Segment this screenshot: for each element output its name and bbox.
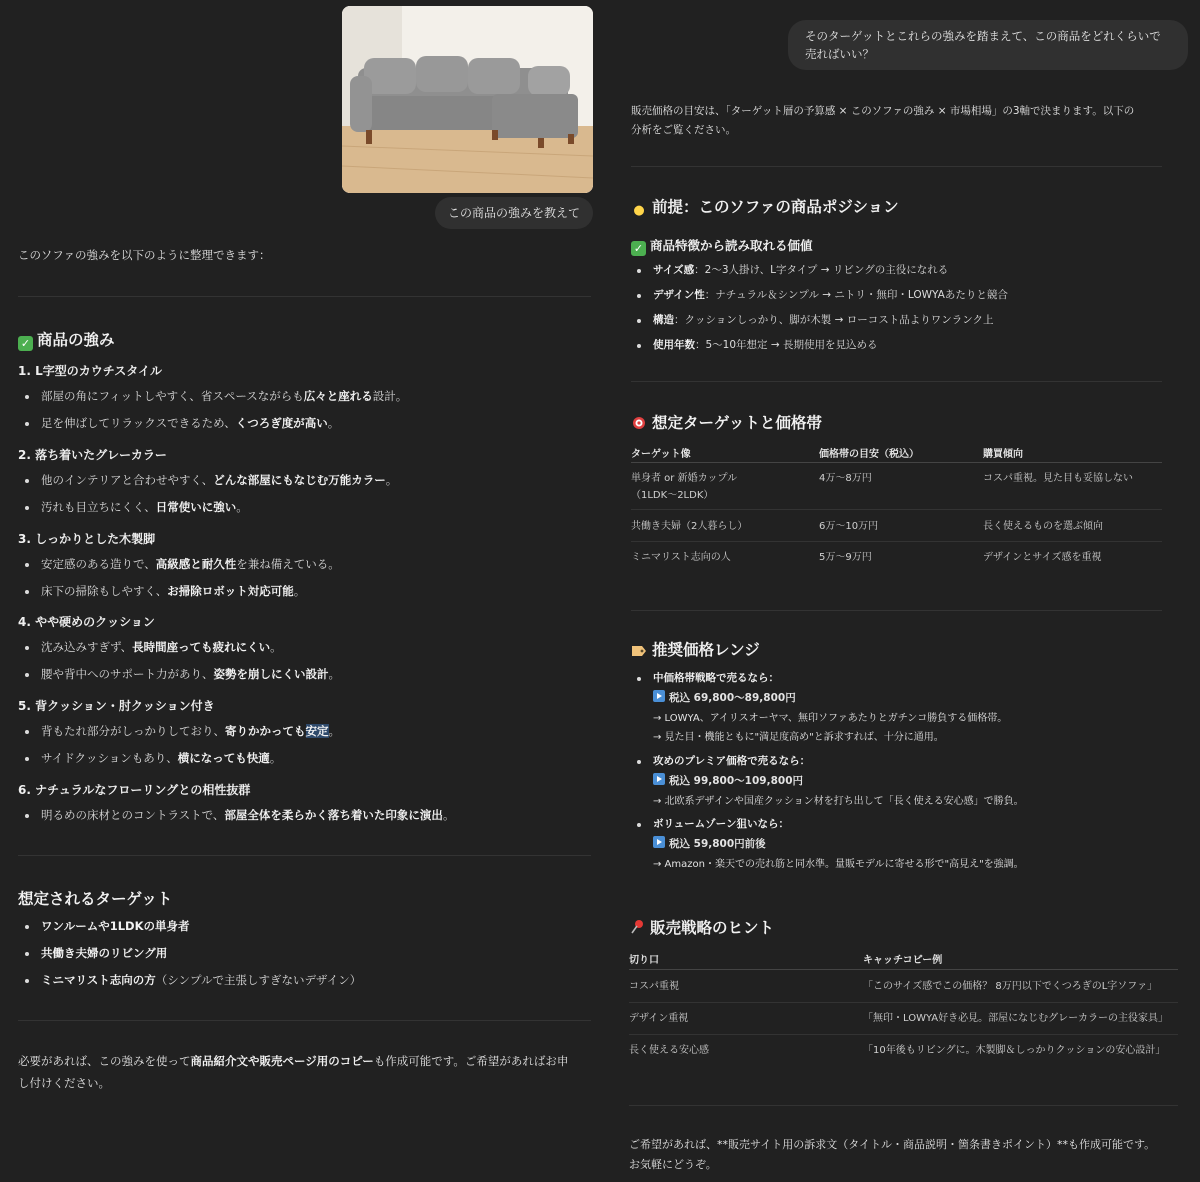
bullet-bold-text: 広々と座れる (303, 389, 373, 403)
bullet-bold-text: 長時間座っても疲れにくい (132, 640, 271, 654)
table-cell: ミニマリスト志向の人 (631, 552, 731, 563)
play-button-icon (653, 773, 665, 785)
table-header: 購買傾向 (983, 449, 1023, 460)
dart-target-icon (631, 416, 647, 432)
bullet-text: 足を伸ばしてリラックスできるため、 (41, 416, 236, 430)
pushpin-icon (629, 919, 645, 935)
value-label: デザイン性 (653, 289, 705, 301)
table-divider (631, 462, 1162, 463)
strength-title: 6. ナチュラルなフローリングとの相性抜群 (18, 783, 251, 797)
price-value (653, 836, 766, 851)
bullet-text: 他のインテリアと合わせやすく、 (41, 473, 214, 487)
bullet-text: 。 (236, 500, 248, 514)
price-strategy-label: 攻めのプレミア価格で売るなら： (653, 755, 811, 767)
strength-title: 4. やや硬めのクッション (18, 615, 155, 629)
play-button-icon (653, 836, 665, 848)
user-message-text: この商品の強みを教えて (447, 206, 580, 220)
table-cell: 「このサイズ感でこの価格？ 8万円以下でくつろぎのL字ソファ」 (863, 981, 1158, 992)
bullet-text: 。 (293, 584, 306, 598)
premise-heading: ● 前提：このソファの商品ポジション (631, 195, 899, 219)
bullet-bold-text: お掃除ロボット対応可能 (167, 584, 294, 598)
table-divider (631, 509, 1162, 510)
table-divider (631, 541, 1162, 542)
table-cell: 5万〜9万円 (819, 552, 872, 563)
table-cell: コスパ重視。見た目も妥協しない (983, 473, 1133, 484)
user-message-line-1: そのターゲットとこれらの強みを踏まえて、この商品をどれくらいで (805, 29, 1161, 43)
bullet-text: 部屋の角にフィットしやすく、省スペースながらも (41, 389, 304, 403)
table-header: ターゲット像 (631, 449, 691, 460)
lightbulb-icon: ● (633, 203, 645, 218)
strength-title: 1. L字型のカウチスタイル (18, 364, 163, 378)
bullet-bold-text: どんな部屋にもなじむ万能カラー (213, 473, 386, 487)
user-message-line-2: 売ればいい？ (805, 47, 874, 61)
table-cell: デザイン重視 (629, 1013, 689, 1024)
bullet-text: 腰や背中へのサポート力があり、 (41, 667, 214, 681)
play-button-icon (653, 690, 665, 702)
strength-bullet (41, 723, 340, 739)
target-item (41, 945, 167, 961)
bullet-bold-text: 姿勢を崩しにくい設計 (213, 667, 329, 681)
value-item (653, 312, 994, 327)
bullet-text: サイドクッションもあり、 (41, 751, 178, 765)
strength-bullet (41, 472, 397, 488)
bullet-text: 。 (327, 416, 340, 430)
price-note: → 北欧系デザインや国産クッション材を打ち出して「長く使える安心感」で勝負。 (653, 796, 1024, 807)
user-message-bubble (435, 197, 593, 229)
strength-bullet (41, 807, 454, 823)
closing-line-2: お気軽にどうぞ。 (629, 1158, 717, 1171)
price-text: 税込 99,800〜109,800円 (669, 775, 803, 787)
bullet-text: 。 (328, 667, 340, 681)
strength-title: 3. しっかりとした木製脚 (18, 532, 156, 546)
bullet-bold-text: 共働き夫婦のリビング用 (41, 946, 168, 960)
price-text: 税込 59,800円前後 (669, 838, 766, 850)
strength-title: 2. 落ち着いたグレーカラー (18, 448, 167, 462)
bullet-text: を兼ね備えている。 (236, 557, 340, 571)
bullet-text: 。 (270, 640, 282, 654)
table-divider (629, 969, 1178, 970)
assistant-intro: このソファの強みを以下のように整理できます： (18, 248, 271, 262)
bullet-text: 。 (269, 751, 282, 765)
value-item (653, 262, 948, 277)
table-cell: 「無印・LOWYA好き必見。部屋になじむグレーカラーの主役家具」 (863, 1013, 1168, 1024)
bullet-text: 床下の掃除もしやすく、 (41, 584, 168, 598)
price-tag-icon (631, 645, 647, 661)
price-strategy-title (653, 753, 810, 768)
closing-line-2: し付けください。 (18, 1076, 110, 1090)
bullet-text: 。 (385, 473, 398, 487)
table-cell: 長く使える安心感 (629, 1045, 709, 1056)
bullet-bold-text: 横になっても快適 (177, 751, 270, 765)
divider (629, 1105, 1178, 1106)
target-heading: 想定されるターゲット (18, 890, 173, 908)
table-cell: 長く使えるものを選ぶ傾向 (983, 521, 1103, 532)
price-value (653, 773, 803, 788)
user-message-bubble (788, 20, 1188, 70)
bullet-bold-text: 部屋全体を柔らかく落ち着いた印象に演出 (224, 808, 443, 822)
price-note: → 見た目・機能ともに"満足度高め"と訴求すれば、十分に通用。 (653, 732, 944, 743)
price-range-heading: 推奨価格レンジ (631, 638, 760, 661)
strengths-heading: ✓ 商品の強み (18, 328, 115, 351)
price-strategy-label: 中価格帯戦略で売るなら： (653, 672, 779, 684)
sofa-photo-illustration (342, 6, 593, 193)
table-divider (629, 1034, 1178, 1035)
sofa-photo[interactable] (342, 6, 593, 193)
bullet-text: 汚れも目立ちにくく、 (41, 500, 156, 514)
strength-bullet (41, 639, 282, 655)
price-note: → Amazon・楽天での売れ筋と同水準。量販モデルに寄せる形で"高見え"を強調。 (653, 859, 1024, 870)
table-cell: 4万〜8万円 (819, 473, 872, 484)
bullet-text: 。 (442, 808, 455, 822)
table-cell: 共働き夫婦（2人暮らし） (631, 521, 748, 532)
divider (631, 166, 1162, 167)
value-text: ：5〜10年想定 → 長期使用を見込める (695, 339, 878, 351)
value-text: ：クッションしっかり、脚が木製 → ローコスト品よりワンランク上 (674, 314, 994, 326)
closing-line-1: 必要があれば、この強みを使って商品紹介文や販売ページ用のコピーも作成可能です。ご希望があればお申 (18, 1054, 569, 1068)
check-mark-icon: ✓ (18, 336, 33, 351)
bullet-bold-text: くつろぎ度が高い (235, 416, 328, 430)
bullet-bold-text: 日常使いに強い (155, 500, 237, 514)
strength-bullet (41, 666, 340, 682)
bullet-text: 沈み込みすぎず、 (41, 640, 133, 654)
strategy-heading: 販売戦略のヒント (629, 916, 774, 938)
strength-bullet (41, 583, 305, 599)
strength-bullet (41, 750, 281, 766)
bullet-bold-text: ワンルームや1LDKの単身者 (41, 919, 190, 933)
selected-text: 安定 (305, 724, 329, 738)
table-header: 価格帯の目安（税込） (819, 449, 919, 460)
bullet-text: 背もたれ部分がしっかりしており、 (41, 724, 225, 738)
price-strategy-title (653, 816, 789, 831)
target-item (41, 972, 361, 988)
bullet-text: 安定感のある造りで、 (41, 557, 156, 571)
strength-bullet (41, 388, 407, 404)
table-header: 切り口 (629, 955, 659, 966)
divider (18, 296, 591, 297)
table-cell: コスパ重視 (629, 981, 679, 992)
strength-bullet (41, 556, 340, 572)
value-text: ：2〜3人掛け、L字タイプ → リビングの主役になれる (694, 264, 949, 276)
value-item (653, 287, 1008, 302)
strength-bullet (41, 415, 339, 431)
bullet-bold-text: 高級感と耐久性 (155, 557, 237, 571)
bullet-text: 明るめの床材とのコントラストで、 (41, 808, 225, 822)
table-cell: 「10年後もリビングに。木製脚＆しっかりクッションの安心設計」 (863, 1045, 1166, 1056)
bullet-bold-text: ミニマリスト志向の方 (41, 973, 156, 987)
bullet-text: 。 (328, 724, 340, 738)
check-mark-icon: ✓ (631, 241, 646, 256)
bullet-bold-text: 寄りかかっても安定 (225, 724, 329, 738)
strength-title: 5. 背クッション・肘クッション付き (18, 699, 215, 713)
value-label: 使用年数 (653, 339, 695, 351)
price-note: → LOWYA、アイリスオーヤマ、無印ソファあたりとガチンコ勝負する価格帯。 (653, 713, 1008, 724)
divider (18, 855, 591, 856)
target-item (41, 918, 190, 934)
bullet-text: 設計。 (372, 389, 408, 403)
price-strategy-title (653, 670, 779, 685)
table-cell: 6万〜10万円 (819, 521, 879, 532)
bullet-text: （シンプルで主張しすぎないデザイン） (155, 973, 362, 987)
assistant-intro-line-2: 分析をご覧ください。 (631, 124, 736, 136)
closing-line-1: ご希望があれば、**販売サイト用の訴求文（タイトル・商品説明・箇条書きポイント）**も作成可能です。 (629, 1138, 1156, 1151)
table-divider (629, 1002, 1178, 1003)
assistant-intro-line-1: 販売価格の目安は、「ターゲット層の予算感 × このソファの強み × 市場相場」の3軸で決まります。以下の (631, 105, 1135, 117)
value-item (653, 337, 878, 352)
divider (631, 610, 1162, 611)
value-label: サイズ感 (653, 264, 695, 276)
value-label: 構造 (653, 314, 674, 326)
price-strategy-label: ボリュームゾーン狙いなら： (653, 818, 789, 830)
price-text: 税込 69,800〜89,800円 (669, 692, 796, 704)
table-cell: 単身者 or 新婚カップル（1LDK〜2LDK） (631, 473, 738, 501)
divider (631, 381, 1162, 382)
value-heading: ✓ 商品特徴から読み取れる価値 (631, 236, 813, 256)
target-price-heading: 想定ターゲットと価格帯 (631, 411, 822, 433)
table-cell: デザインとサイズ感を重視 (983, 552, 1102, 563)
strength-bullet (41, 499, 248, 515)
price-value (653, 690, 796, 705)
divider (18, 1020, 591, 1021)
value-text: ：ナチュラル＆シンプル → ニトリ・無印・LOWYAあたりと競合 (704, 289, 1008, 301)
table-header: キャッチコピー例 (863, 955, 943, 966)
